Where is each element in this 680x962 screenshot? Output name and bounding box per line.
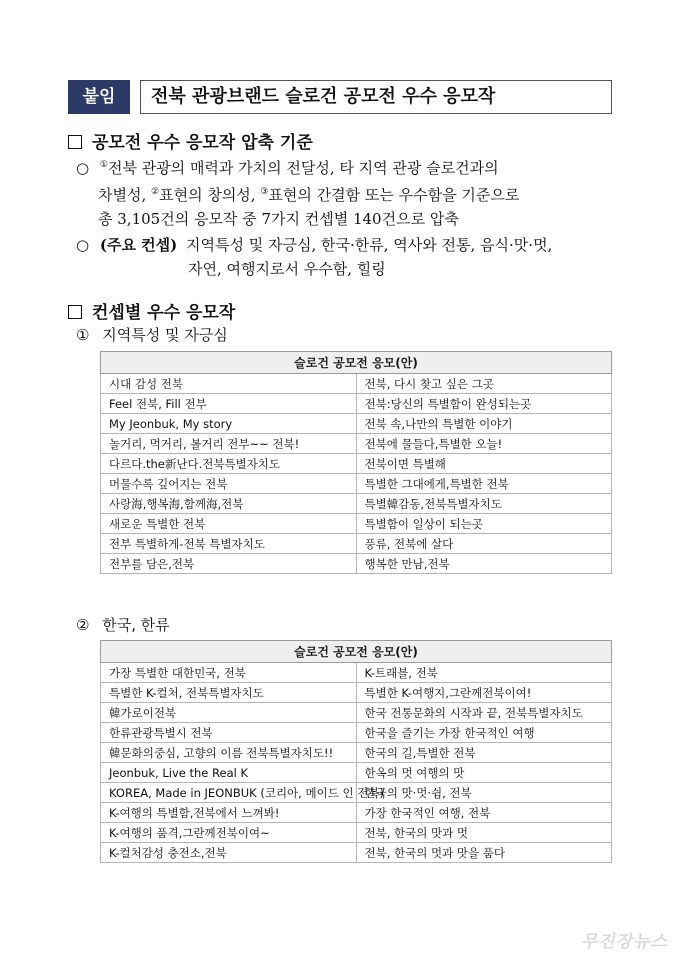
table-row: [101, 514, 612, 534]
table-cell: 한국을 즐기는 가장 한국적인 여행: [356, 723, 612, 743]
table-cell: 전북, 한국의 맛과 멋: [356, 823, 612, 843]
table-cell: 시대 감성 전북: [101, 374, 357, 394]
table-row: [101, 434, 612, 454]
table-cell: K-여행의 품격,그란께전북이여~: [101, 823, 357, 843]
section-heading-criteria: [68, 128, 313, 153]
concept-list: 지역특성 및 자긍심, 한국·한류, 역사와 전통, 음식·맛·멋,: [186, 236, 553, 254]
table-cell: K-컬처감성 충전소,전북: [101, 843, 357, 863]
table-cell: 韓문화의중심, 고향의 이름 전북특별자치도!!: [101, 743, 357, 763]
table-cell: 특별한 K-컬처, 전북특별자치도: [101, 683, 357, 703]
table-cell: 한류관광특별시 전북: [101, 723, 357, 743]
table-row: [101, 763, 612, 783]
table-row: [101, 663, 612, 683]
table-cell: 한국의 맛·멋·쉼, 전북: [356, 783, 612, 803]
checkbox-square-icon: [68, 135, 82, 149]
table-row: [101, 394, 612, 414]
table-row: [101, 414, 612, 434]
table-row: [101, 843, 612, 863]
table-cell: 전북:당신의 특별함이 완성되는곳: [356, 394, 612, 414]
group-heading-1: [76, 324, 228, 345]
table-row: [101, 683, 612, 703]
table-cell: 전북 속,나만의 특별한 이야기: [356, 414, 612, 434]
table-cell: 특별한 K-여행지,그란께전북이여!: [356, 683, 612, 703]
table-cell: 전북이면 특별해: [356, 454, 612, 474]
table-row: [101, 803, 612, 823]
slogan-table-2: [100, 640, 612, 863]
table-cell: 전부 특별하게-전북 특별자치도: [101, 534, 357, 554]
table-cell: 사랑海,행복海,함께海,전북: [101, 494, 357, 514]
table-cell: 韓가로이전북: [101, 703, 357, 723]
criteria-text: 전북 관광의 매력과 가치의 전달성, 타 지역 관광 슬로건과의: [107, 159, 499, 177]
table-row: [101, 723, 612, 743]
table-cell: 특별韓감동,전북특별자치도: [356, 494, 612, 514]
criteria-text: 표현의 간결함 또는 우수함을 기준으로: [268, 186, 520, 204]
table-cell: 다르다.the新난다.전북특별자치도: [101, 454, 357, 474]
table-cell: Feel 전북, Fill 전부: [101, 394, 357, 414]
concept-label: (주요 컨셉): [99, 236, 178, 254]
concept-list: 자연, 여행지로서 우수함, 힐링: [188, 260, 386, 278]
table-row: [101, 374, 612, 394]
table-row: [101, 474, 612, 494]
circled-number: ②: [151, 187, 160, 197]
group-label: 지역특성 및 자긍심: [102, 326, 228, 344]
table-cell: 특별함이 일상이 되는곳: [356, 514, 612, 534]
table-cell: 전북, 다시 찾고 싶은 그곳: [356, 374, 612, 394]
table-cell: 특별한 그대에게,특별한 전북: [356, 474, 612, 494]
table-cell: 전부를 담은,전북: [101, 554, 357, 574]
table-cell: 한국 전통문화의 시작과 끝, 전북특별자치도: [356, 703, 612, 723]
table-cell: My Jeonbuk, My story: [101, 414, 357, 434]
group-heading-2: [76, 614, 170, 635]
criteria-text: 차별성,: [98, 186, 152, 204]
table-row: [101, 743, 612, 763]
table-header: 슬로건 공모전 응모(안): [101, 641, 612, 663]
table-cell: 가장 한국적인 여행, 전북: [356, 803, 612, 823]
table-cell: KOREA, Made in JEONBUK (코리아, 메이드 인 전북): [101, 783, 357, 803]
criteria-summary: 총 3,105건의 응모작 중 7가지 컨셉별 140건으로 압축: [98, 210, 459, 228]
table-cell: K-트래블, 전북: [356, 663, 612, 683]
table-cell: 전북에 물들다,특별한 오늘!: [356, 434, 612, 454]
table-row: [101, 494, 612, 514]
table-row: [101, 703, 612, 723]
table-cell: 새로운 특별한 전북: [101, 514, 357, 534]
circled-number: ①: [76, 326, 90, 344]
table-cell: 풍류, 전북에 살다: [356, 534, 612, 554]
bullet-circle-icon: ○: [76, 159, 90, 177]
checkbox-square-icon: [68, 305, 82, 319]
table-cell: 한옥의 멋 여행의 맛: [356, 763, 612, 783]
document-title: 전북 관광브랜드 슬로건 공모전 우수 응모작: [140, 80, 612, 114]
circled-number: ①: [99, 160, 108, 170]
table-cell: 행복한 만남,전북: [356, 554, 612, 574]
table-row: [101, 454, 612, 474]
table-cell: 전북, 한국의 멋과 맛을 품다: [356, 843, 612, 863]
criteria-text: 표현의 창의성,: [159, 186, 261, 204]
table-row: [101, 783, 612, 803]
bullet-circle-icon: ○: [76, 236, 90, 254]
section-heading-text: 공모전 우수 응모작 압축 기준: [92, 133, 313, 153]
table-row: [101, 823, 612, 843]
table-row: [101, 534, 612, 554]
table-cell: K-여행의 특별함,전북에서 느껴봐!: [101, 803, 357, 823]
criteria-paragraph: [76, 155, 636, 279]
slogan-table-1: [100, 351, 612, 574]
table-row: [101, 554, 612, 574]
table-cell: Jeonbuk, Live the Real K: [101, 763, 357, 783]
circled-number: ②: [76, 616, 90, 634]
section-heading-concepts: [68, 298, 235, 323]
group-label: 한국, 한류: [102, 616, 170, 634]
table-cell: 한국의 길,특별한 전북: [356, 743, 612, 763]
table-cell: 머물수록 깊어지는 전북: [101, 474, 357, 494]
table-cell: 가장 특별한 대한민국, 전북: [101, 663, 357, 683]
circled-number: ③: [260, 187, 269, 197]
table-cell: 놀거리, 먹거리, 볼거리 전부~~ 전북!: [101, 434, 357, 454]
section-heading-text: 컨셉별 우수 응모작: [92, 303, 236, 323]
attachment-badge: 붙임: [68, 80, 130, 114]
watermark-logo: 무진장뉴스: [580, 932, 668, 952]
table-header: 슬로건 공모전 응모(안): [101, 352, 612, 374]
